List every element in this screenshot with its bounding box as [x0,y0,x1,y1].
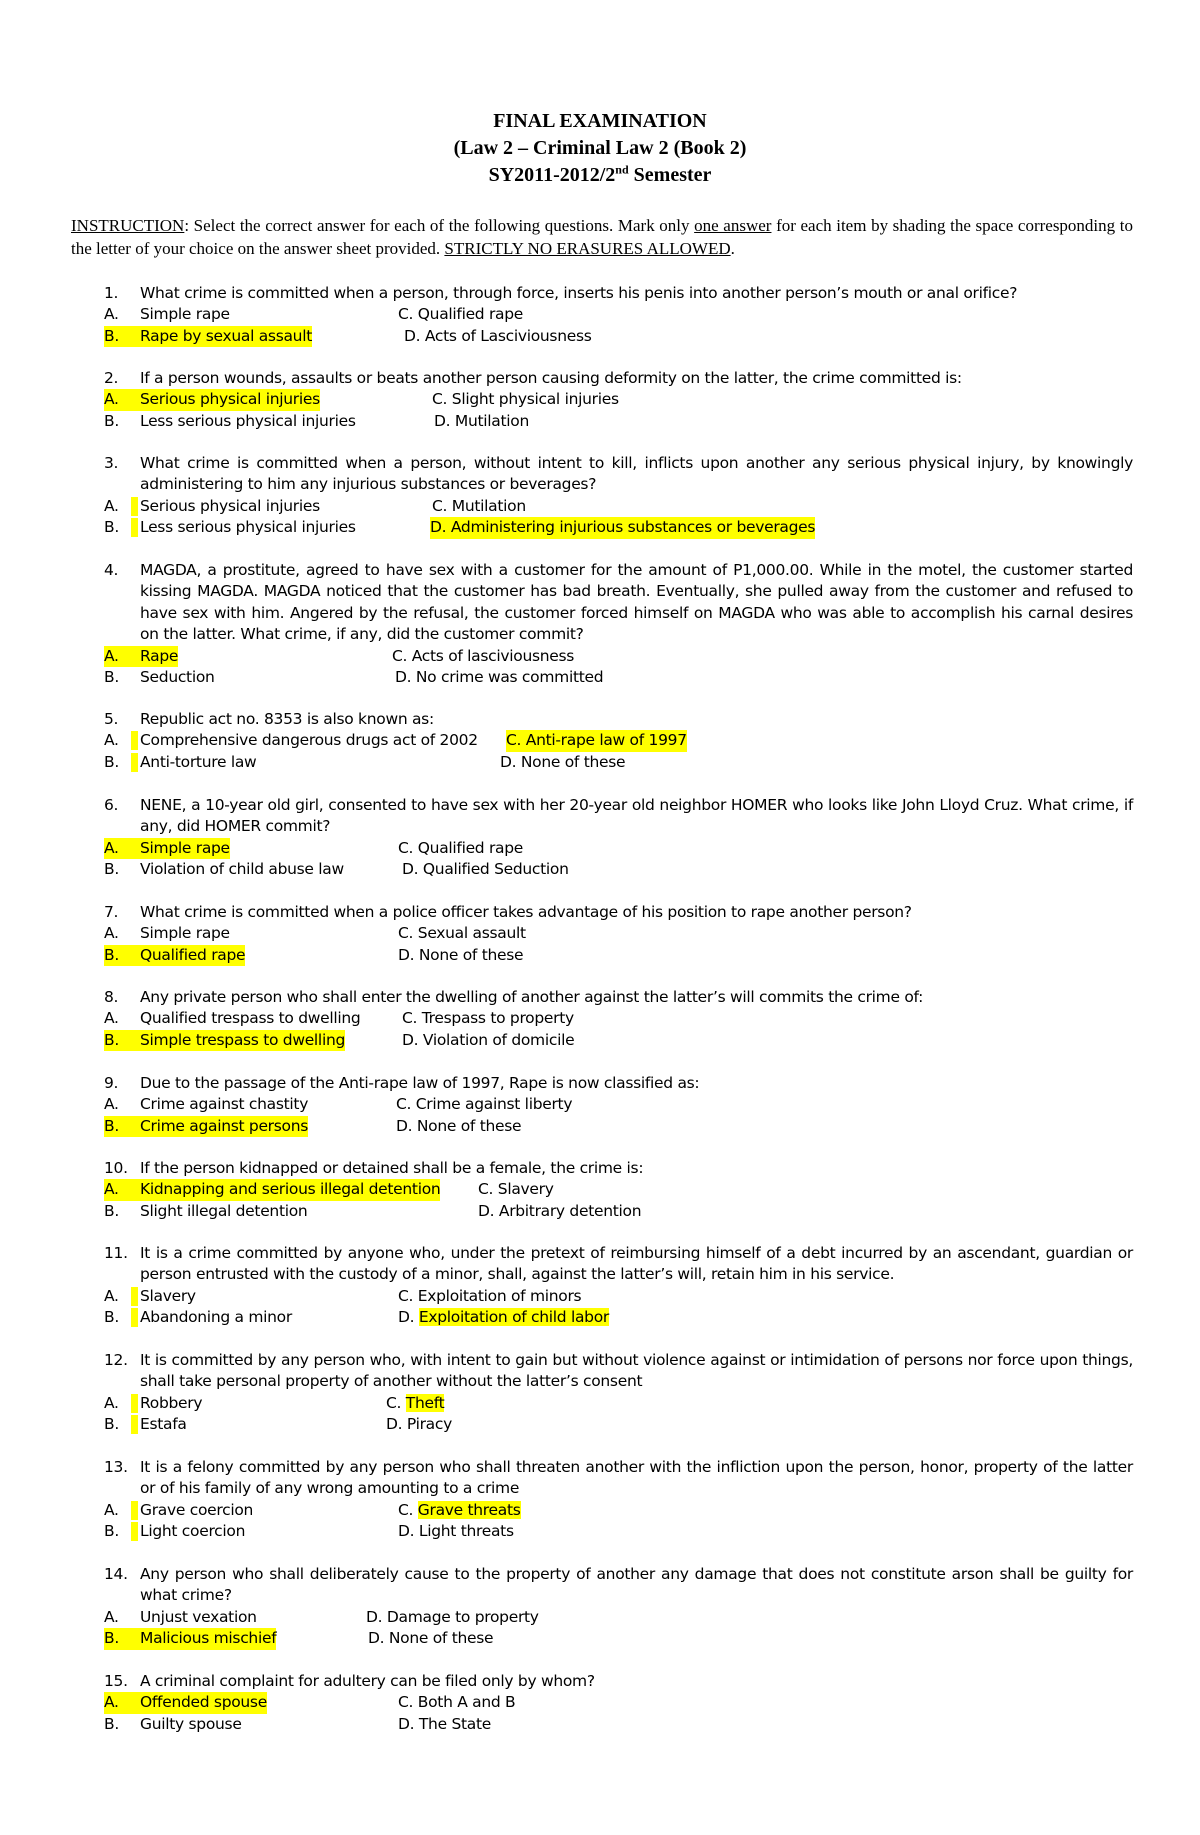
option-letter-a: A. [104,838,141,859]
option-d[interactable]: D. None of these [398,945,524,964]
option-a-correct[interactable]: Rape [140,646,178,667]
option-a[interactable]: Unjust vexation [140,1607,257,1626]
option-d-correct: Exploitation of child labor [418,1308,609,1327]
instruction-text-2: for each item by shading the space corresponding to the letter of your choice on the answer sheet provided. [71,216,1133,258]
option-b-correct[interactable]: Simple trespass to dwelling [140,1030,345,1051]
option-b[interactable]: Less serious physical injuries [140,518,356,537]
options-row-a [0,1286,1200,1307]
options-row-b [0,945,1200,966]
options-row-a [0,1008,1200,1029]
option-c[interactable] [398,1500,521,1521]
instruction-emphasis: one answer [694,216,772,235]
semester-word: Semester [628,164,712,186]
answer-mark [131,518,138,537]
options-row-a [0,389,1200,410]
answer-mark [131,731,138,750]
option-letter-a: A. [104,1179,141,1200]
option-c[interactable]: D. Damage to property [366,1607,539,1626]
answer-mark [131,1394,138,1413]
instruction-text-1: : Select the correct answer for each of the following questions. Mark only [184,216,695,235]
semester-ordinal: nd [615,162,629,177]
question-text: It is a felony committed by any person who shall threaten another with the infliction upon the person, honor, property of the latter or of his family of any wrong amounting to a crime [140,1458,1133,1498]
option-letter-a: A. [104,305,119,324]
options-row-a [0,646,1200,667]
options-row-a [0,838,1200,859]
question-number: 11. [104,1244,128,1262]
options-row-a [0,730,1200,751]
option-c[interactable]: C. Qualified rape [398,838,524,857]
option-a[interactable]: Slavery [140,1286,196,1305]
option-b[interactable]: Estafa [140,1415,187,1434]
option-letter-a: A. [104,1095,119,1114]
option-letter-a: A. [104,731,119,750]
question-text: If the person kidnapped or detained shall be a female, the crime is: [140,1159,644,1177]
question-text: A criminal complaint for adultery can be filed only by whom? [140,1672,595,1690]
question-text: MAGDA, a prostitute, agreed to have sex with a customer for the amount of P1,000.00. While in the motel, the customer started kissing MAGDA. MAGDA noticed that the customer has bad breath. Eventually, she pulled away from the customer and refused to have sex with him. Angered by the refusal, the customer forced himself on MAGDA who was able to accomplish his carnal desires on the latter. What crime, if any, did the customer commit? [140,561,1133,644]
options-row-a [0,1500,1200,1521]
option-c-correct[interactable]: C. Anti-rape law of 1997 [506,730,687,751]
question-text: Due to the passage of the Anti-rape law of 1997, Rape is now classified as: [140,1074,700,1092]
question-text: It is committed by any person who, with intent to gain but without violence against or intimidation of persons nor force upon things, shall take personal property of another without the latter’s consent [140,1351,1133,1391]
options-row-a [0,1393,1200,1414]
exam-title: FINAL EXAMINATION [493,110,707,132]
answer-mark [131,1501,138,1520]
question-number: 2. [104,369,119,387]
option-letter-b: B. [104,860,119,879]
instruction-end: . [730,239,735,258]
option-d[interactable]: D. Acts of Lasciviousness [404,326,592,345]
option-c[interactable] [386,1393,444,1414]
option-letter-a: A. [104,389,141,410]
question-text: What crime is committed when a person, without intent to kill, inflicts upon another any serious physical injury, by knowingly administering to him any injurious substances or beverages? [140,454,1133,494]
option-d[interactable]: D. Arbitrary detention [478,1201,642,1220]
exam-subtitle: (Law 2 – Criminal Law 2 (Book 2) [453,137,747,159]
question-text: It is a crime committed by anyone who, under the pretext of reimbursing himself of a debt incurred by an ascendant, guardian or person entrusted with the custody of a minor, shall, against the latter’s will, retain him in his service. [140,1244,1133,1284]
option-c-prefix: C. [386,1393,406,1412]
options-row-a [0,1692,1200,1713]
options-row-a [0,1607,1200,1628]
instruction-strict-note: STRICTLY NO ERASURES ALLOWED [444,239,731,258]
option-d[interactable]: D. Mutilation [434,411,529,430]
option-c-correct: Theft [405,1393,445,1412]
options-row-a [0,923,1200,944]
question-number: 9. [104,1074,119,1092]
option-c[interactable]: C. Exploitation of minors [398,1286,582,1305]
options-row-b [0,517,1200,538]
option-d[interactable]: D. None of these [396,1116,522,1135]
question-number: 14. [104,1565,128,1583]
option-b[interactable]: Slight illegal detention [140,1201,308,1220]
option-b[interactable]: Less serious physical injuries [140,411,356,430]
question-number: 12. [104,1351,128,1369]
instruction-label: INSTRUCTION [71,216,185,235]
option-b[interactable]: Anti-torture law [140,752,257,771]
option-b-correct[interactable]: Crime against persons [140,1116,308,1137]
option-letter-a: A. [104,646,141,667]
option-letter-a: A. [104,1393,119,1412]
exam-semester [0,162,1200,189]
option-c[interactable]: C. Trespass to property [402,1009,574,1028]
answer-mark [131,1308,138,1327]
option-c[interactable]: C. Mutilation [432,496,526,515]
option-letter-b: B. [104,1201,119,1220]
options-row-b [0,1030,1200,1051]
option-d[interactable]: D. Light threats [398,1522,514,1541]
option-d[interactable] [398,1307,609,1328]
options-row-b [0,1521,1200,1542]
option-b-correct[interactable]: Rape by sexual assault [140,326,312,347]
question-number: 7. [104,903,119,921]
option-c-prefix: C. [398,1500,418,1519]
option-letter-a: A. [104,1286,119,1305]
exam-header [0,108,1200,189]
question-number: 13. [104,1458,128,1476]
option-letter-a: A. [104,1009,119,1028]
option-b[interactable]: Violation of child abuse law [140,860,344,879]
semester-year: SY2011-2012/2 [488,164,616,186]
option-letter-a: A. [104,1500,119,1519]
option-a[interactable]: Simple rape [140,305,230,324]
answer-mark [131,1415,138,1434]
option-a[interactable]: Serious physical injuries [140,496,320,515]
options-row-b [0,1714,1200,1735]
question-text: If a person wounds, assaults or beats another person causing deformity on the latter, the crime committed is: [140,369,962,387]
option-b[interactable]: Abandoning a minor [140,1308,292,1327]
answer-mark [131,1287,138,1306]
option-d-prefix: D. [398,1308,419,1327]
option-d[interactable]: D. Piracy [386,1415,452,1434]
options-row-b [0,1116,1200,1137]
option-letter-b: B. [104,1308,119,1327]
option-c[interactable]: C. Both A and B [398,1693,516,1712]
options-row-b [0,1307,1200,1328]
option-c-correct: Grave threats [417,1500,521,1519]
options-row-b [0,1628,1200,1649]
options-row-b [0,1201,1200,1222]
options-row-b [0,752,1200,773]
option-a-correct[interactable]: Serious physical injuries [140,389,320,410]
question-number: 5. [104,710,119,728]
option-b-correct[interactable]: Qualified rape [140,945,245,966]
option-d[interactable]: D. None of these [368,1629,494,1648]
option-letter-a: A. [104,1692,141,1713]
options-row-a [0,1179,1200,1200]
option-letter-b: B. [104,668,119,686]
options-row-b [0,667,1200,688]
question-number: 15. [104,1672,128,1690]
question-number: 8. [104,988,119,1006]
option-d[interactable]: D. The State [398,1714,491,1733]
option-letter-a: A. [104,1607,119,1626]
options-row-a [0,496,1200,517]
option-b-correct[interactable]: Malicious mischief [140,1628,276,1649]
option-letter-a: A. [104,496,119,515]
option-letter-b: B. [104,1415,119,1434]
options-row-a [0,304,1200,325]
question-number: 10. [104,1159,128,1177]
option-letter-b: B. [104,945,141,966]
option-letter-b: B. [104,326,141,347]
option-a[interactable]: Robbery [140,1393,203,1412]
question-number: 4. [104,561,119,579]
option-c[interactable]: C. Slavery [478,1180,554,1199]
question-number: 3. [104,454,119,472]
options-row-a [0,1094,1200,1115]
option-c[interactable]: C. Crime against liberty [396,1095,573,1114]
option-letter-b: B. [104,518,119,537]
question-text: Republic act no. 8353 is also known as: [140,710,434,728]
option-d-correct[interactable]: D. Administering injurious substances or beverages [430,517,815,538]
option-a-correct[interactable]: Simple rape [140,838,230,859]
option-c[interactable]: C. Sexual assault [398,924,526,943]
option-a-correct[interactable]: Kidnapping and serious illegal detention [140,1179,440,1200]
option-c[interactable]: C. Acts of lasciviousness [392,646,575,665]
option-letter-a: A. [104,924,119,943]
answer-mark [131,753,138,772]
instruction-paragraph [71,214,1133,260]
options-row-b [0,411,1200,432]
option-d[interactable]: D. Qualified Seduction [402,860,569,879]
option-letter-b: B. [104,752,119,771]
option-a[interactable]: Qualified trespass to dwelling [140,1009,361,1028]
option-letter-b: B. [104,1116,141,1137]
question-text: What crime is committed when a police officer takes advantage of his position to rape another person? [140,903,912,921]
option-a[interactable]: Comprehensive dangerous drugs act of 2002 [140,731,478,750]
option-a[interactable]: Grave coercion [140,1500,254,1519]
option-letter-b: B. [104,1714,119,1733]
option-a-correct[interactable]: Offended spouse [140,1692,267,1713]
question-number: 1. [104,284,119,302]
answer-mark [131,1522,138,1541]
option-c[interactable]: C. Qualified rape [398,305,524,324]
answer-mark [131,497,138,516]
option-a[interactable]: Crime against chastity [140,1095,309,1114]
option-letter-b: B. [104,1522,119,1541]
option-d[interactable]: D. Violation of domicile [402,1030,575,1049]
option-d[interactable]: D. No crime was committed [395,668,604,686]
option-b[interactable]: Guilty spouse [140,1714,242,1733]
option-b[interactable]: Seduction [140,668,215,686]
option-d[interactable]: D. None of these [500,752,626,771]
option-c[interactable]: C. Slight physical injuries [432,390,619,409]
option-a[interactable]: Simple rape [140,924,230,943]
question-text: Any person who shall deliberately cause to the property of another any damage that does not constitute arson shall be guilty for what crime? [140,1565,1133,1605]
question-text: NENE, a 10-year old girl, consented to have sex with her 20-year old neighbor HOMER who looks like John Lloyd Cruz. What crime, if any, did HOMER commit? [140,796,1133,836]
question-text: What crime is committed when a person, through force, inserts his penis into another person’s mouth or anal orifice? [140,284,1018,302]
option-letter-b: B. [104,411,119,430]
options-row-b [0,1414,1200,1435]
option-b[interactable]: Light coercion [140,1522,246,1541]
option-letter-b: B. [104,1628,141,1649]
options-row-b [0,326,1200,347]
question-number: 6. [104,796,119,814]
options-row-b [0,859,1200,880]
question-text: Any private person who shall enter the dwelling of another against the latter’s will commits the crime of: [140,988,924,1006]
option-letter-b: B. [104,1030,141,1051]
